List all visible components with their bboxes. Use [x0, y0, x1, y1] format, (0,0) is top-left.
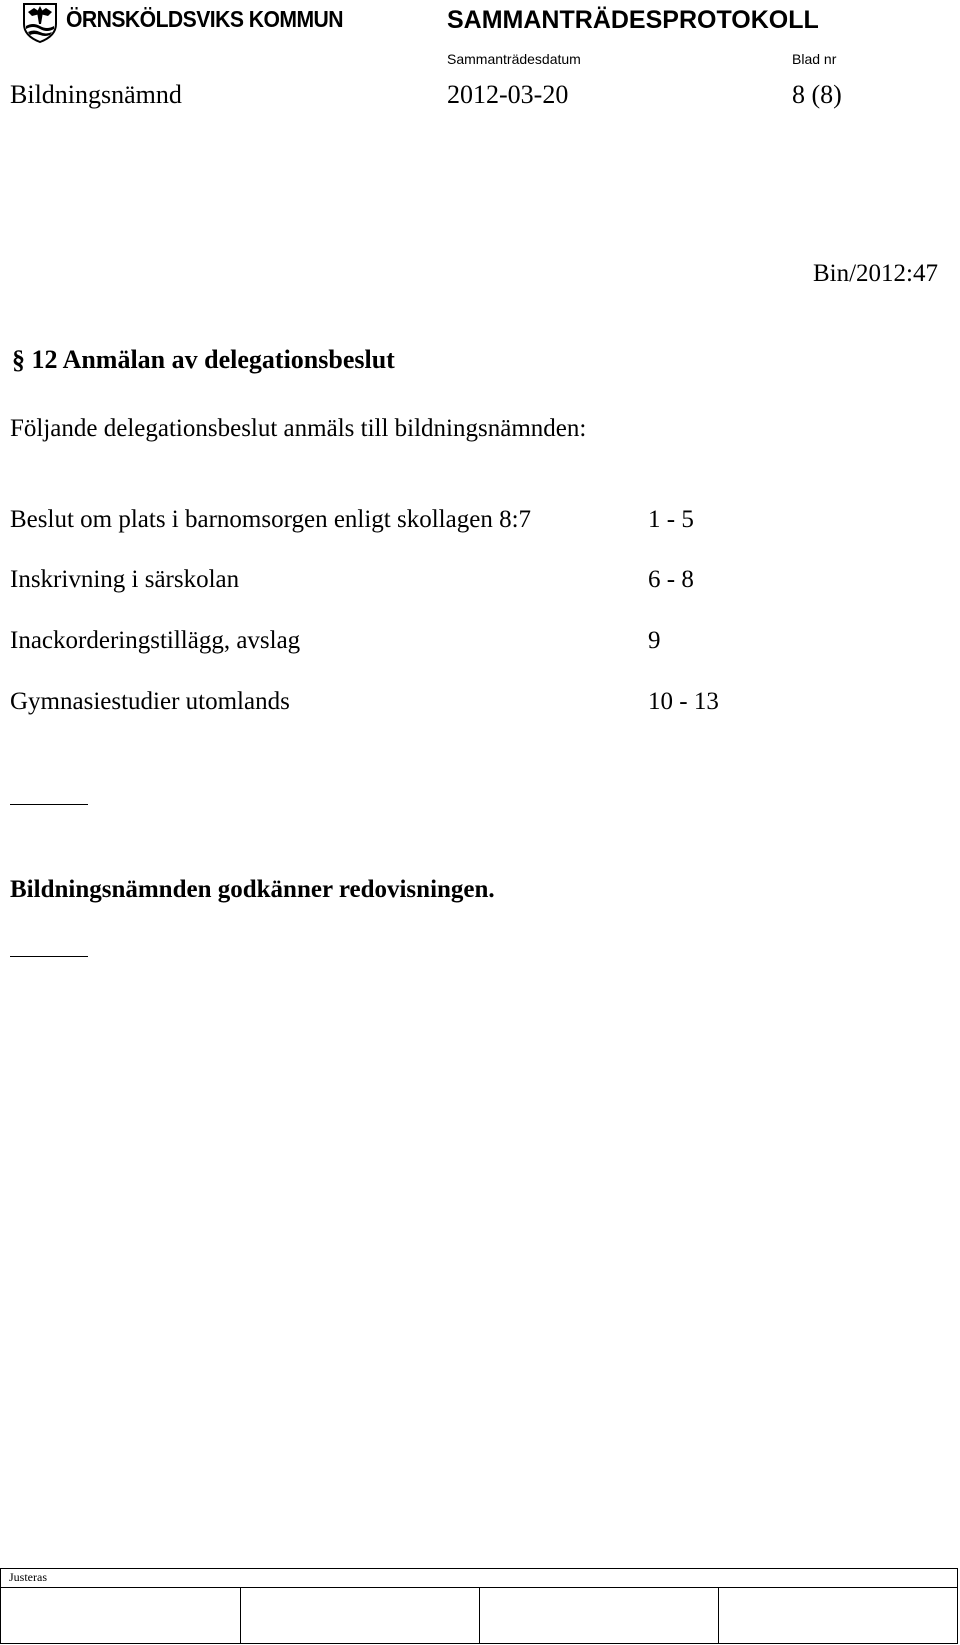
list-item-pages: 6 - 8	[648, 566, 694, 593]
coat-of-arms-logo	[20, 2, 60, 44]
signature-cell	[241, 1587, 479, 1643]
list-item-pages: 1 - 5	[648, 506, 694, 533]
page-number: 8 (8)	[792, 80, 842, 109]
signature-cell	[1, 1587, 240, 1643]
list-item-label: Inackorderingstillägg, avslag	[10, 627, 301, 654]
signature-label: Justeras	[9, 1570, 47, 1584]
decision-text: Bildningsnämnden godkänner redovisningen.	[10, 876, 495, 903]
signature-cell	[719, 1587, 957, 1643]
list-item-pages: 9	[648, 627, 661, 654]
signature-table	[0, 1568, 958, 1644]
case-reference: Bin/2012:47	[812, 260, 938, 287]
date-label: Sammanträdesdatum	[447, 51, 581, 67]
list-item-label: Beslut om plats i barnomsorgen enligt skollagen 8:7	[10, 506, 532, 533]
section-intro: Följande delegationsbeslut anmäls till bildningsnämnden:	[10, 415, 587, 442]
divider-line	[10, 804, 88, 805]
page-label: Blad nr	[792, 51, 837, 67]
signature-cell	[480, 1587, 718, 1643]
document-type: SAMMANTRÄDESPROTOKOLL	[447, 6, 819, 34]
committee-name: Bildningsnämnd	[10, 80, 182, 109]
section-title: § 12 Anmälan av delegationsbeslut	[12, 345, 395, 374]
list-item-label: Inskrivning i särskolan	[10, 566, 240, 593]
divider-line	[10, 956, 88, 957]
organization-name: ÖRNSKÖLDSVIKS KOMMUN	[66, 6, 343, 32]
meeting-date: 2012-03-20	[447, 80, 569, 109]
list-item-label: Gymnasiestudier utomlands	[10, 688, 290, 715]
list-item-pages: 10 - 13	[648, 688, 719, 715]
signature-table-header	[1, 1569, 957, 1588]
